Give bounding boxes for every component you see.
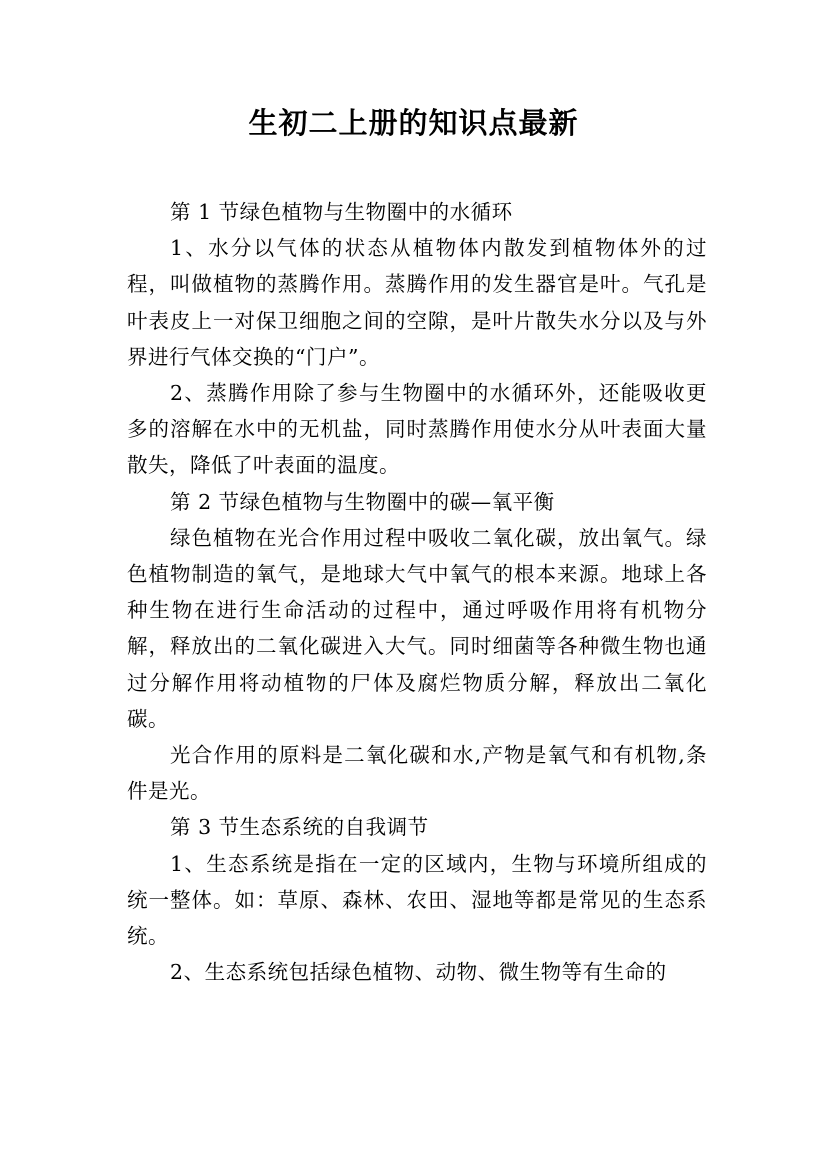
section-heading-1: 第 1 节绿色植物与生物圈中的水循环 (170, 200, 513, 224)
document-body (127, 194, 707, 990)
section-heading-3: 第 3 节生态系统的自我调节 (170, 815, 429, 840)
section-heading-2: 第 2 节绿色植物与生物圈中的碳—氧平衡 (170, 489, 555, 514)
paragraph: 2、生态系统包括绿色植物、动物、微生物等有生命的 (170, 960, 667, 985)
paragraph: 2、蒸腾作用除了参与生物圈中的水循环外，还能吸收更多的溶解在水中的无机盐，同时蒸腾作用使水分从叶表面大量散失，降低了叶表面的温度。 (127, 381, 707, 478)
document-title: 生初二上册的知识点最新 (248, 106, 579, 140)
paragraph: 1、生态系统是指在一定的区域内，生物与环境所组成的统一整体。如：草原、森林、农田、湿地等都是常见的生态系统。 (127, 851, 707, 949)
paragraph: 光合作用的原料是二氧化碳和水,产物是氧气和有机物,条件是光。 (127, 743, 707, 804)
paragraph: 1、水分以气体的状态从植物体内散发到植物体外的过程，叫做植物的蒸腾作用。蒸腾作用的发生器官是叶。气孔是叶表皮上一对保卫细胞之间的空隙，是叶片散失水分以及与外界进行气体交换的“门户”。 (127, 236, 707, 369)
paragraph: 绿色植物在光合作用过程中吸收二氧化碳，放出氧气。绿色植物制造的氧气，是地球大气中氧气的根本来源。地球上各种生物在进行生命活动的过程中，通过呼吸作用将有机物分解，释放出的二氧化碳进入大气。同时细菌等各种微生物也通过分解作用将动植物的尸体及腐烂物质分解，释放出二氧化碳。 (127, 525, 707, 731)
